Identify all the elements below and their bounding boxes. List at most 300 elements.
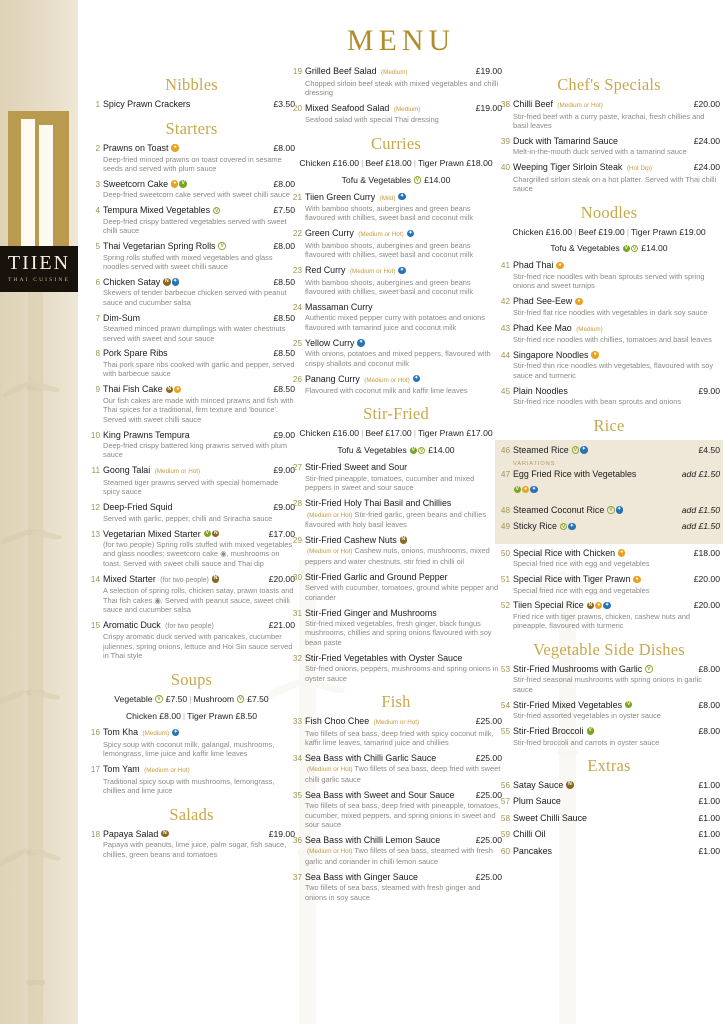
- item-price: £25.00: [475, 716, 502, 727]
- item-title-row: [103, 529, 295, 540]
- item-price: £25.00: [475, 789, 502, 800]
- section-heading: Fish: [381, 692, 411, 712]
- menu-item[interactable]: [498, 600, 720, 630]
- item-title-row: [513, 260, 720, 271]
- menu-section-starters: [88, 119, 295, 661]
- item-title-row: [103, 179, 295, 190]
- item-description: Chargrilled sirloin steak on a hot platter. Served with Thai chilli sauce: [513, 174, 717, 194]
- price-option-value: £14.00: [641, 243, 668, 254]
- item-number: 19: [292, 67, 302, 76]
- item-number: 43: [500, 323, 510, 333]
- item-name: Stir-Fried Vegetables with Oyster Sauce: [305, 652, 463, 663]
- badge-nuts-icon: N: [163, 830, 167, 837]
- badge-vegan-icon: V: [515, 485, 519, 492]
- menu-item[interactable]: [290, 653, 502, 683]
- item-badges-row: [513, 481, 720, 499]
- badge-shellfish-icon: ✦: [605, 601, 610, 608]
- item-price: £8.00: [273, 241, 295, 252]
- item-name: Mixed Starter (for two people) N: [103, 573, 218, 584]
- menu-page: [78, 0, 724, 1024]
- menu-item[interactable]: [88, 205, 295, 235]
- item-name: Fish Choo Chee (Medium or Hot): [305, 716, 420, 727]
- menu-item[interactable]: [290, 103, 502, 125]
- item-name: Steamed Coconut Rice V ✦: [513, 504, 622, 515]
- menu-item[interactable]: [498, 445, 720, 456]
- badge-chilli-icon: ●: [556, 262, 563, 269]
- badge-shellfish-icon: ✦: [569, 522, 575, 529]
- price-option-value: £16.00: [545, 226, 573, 237]
- section-price-line: [88, 693, 295, 706]
- menu-item[interactable]: [88, 430, 295, 460]
- menu-item[interactable]: [498, 386, 720, 407]
- price-separator: |: [626, 226, 629, 237]
- item-title-row: [305, 302, 502, 313]
- item-name: Plum Sauce: [513, 796, 561, 807]
- section-price-line: [290, 444, 502, 457]
- item-number: 23: [292, 266, 302, 276]
- item-description: Skewers of tender barbecue chicken served with peanut sauce and cucumber salsa: [103, 288, 287, 307]
- badge-vegetarian-icon: V: [573, 447, 578, 454]
- menu-item[interactable]: [88, 277, 295, 307]
- item-price: £20.00: [693, 600, 720, 611]
- item-price: add £1.50: [681, 504, 720, 515]
- item-name: Sweet Chilli Sauce: [513, 812, 587, 823]
- menu-item[interactable]: [498, 813, 720, 824]
- item-name: Pancakes: [513, 845, 552, 856]
- menu-item[interactable]: [88, 384, 295, 424]
- price-separator: |: [361, 428, 364, 439]
- menu-item[interactable]: [498, 136, 720, 157]
- menu-item[interactable]: [498, 726, 720, 747]
- price-option: [337, 445, 454, 455]
- item-title-row: [305, 872, 502, 883]
- price-separator: |: [574, 226, 577, 237]
- item-number: 32: [292, 653, 302, 663]
- item-number: 60: [500, 846, 510, 856]
- item-name: Grilled Beef Salad (Medium): [305, 66, 408, 76]
- menu-item[interactable]: [88, 829, 295, 859]
- price-option-label: Tofu & Vegetables: [337, 445, 407, 456]
- price-separator: |: [413, 157, 416, 168]
- item-price: £8.00: [698, 663, 720, 674]
- menu-item[interactable]: [88, 465, 295, 496]
- item-description: Authentic mixed pepper curry with potatoes and onions flavoured with tamarind juice and coconut milk: [305, 313, 485, 332]
- item-description: Deep-fried sweetcorn cake served with sweet chilli sauce: [103, 190, 290, 200]
- menu-item[interactable]: [88, 529, 295, 569]
- item-name: Yellow Curry ✦: [305, 337, 364, 348]
- item-description: (Medium or Hot) Two fillets of sea bass, deep fried with sweet chilli garlic sauce: [305, 764, 501, 784]
- menu-item[interactable]: [498, 796, 720, 807]
- price-option-label: Chicken: [512, 226, 544, 237]
- item-title-row: [513, 505, 720, 516]
- price-option-value: £16.00: [332, 157, 360, 168]
- item-title-row: [103, 277, 295, 288]
- badge-nuts-icon: N: [568, 781, 572, 788]
- item-price: £18.00: [693, 547, 720, 558]
- item-spice-level: (Hot Dip): [626, 165, 653, 173]
- price-option-label: Tofu & Vegetables: [550, 243, 620, 254]
- menu-item[interactable]: [498, 260, 720, 290]
- item-number: 46: [500, 445, 510, 455]
- item-title-row: [305, 835, 502, 846]
- section-heading: Rice: [593, 415, 625, 435]
- badge-chilli-icon: ●: [171, 144, 178, 151]
- menu-item[interactable]: [88, 241, 295, 271]
- item-title-row: [103, 502, 295, 513]
- item-name: Stir-Fried Sweet and Sour: [305, 462, 408, 473]
- menu-item[interactable]: [290, 535, 502, 566]
- item-number: 7: [95, 313, 100, 323]
- item-number: 24: [292, 302, 302, 312]
- price-option: [365, 158, 411, 168]
- menu-section-salads: [88, 805, 295, 859]
- item-spice-level: (Medium or Hot): [557, 102, 603, 109]
- badge-nuts-icon: N: [213, 575, 218, 582]
- price-option-label: Beef: [365, 428, 384, 439]
- price-option: [578, 227, 624, 237]
- menu-item[interactable]: [290, 790, 502, 830]
- section-heading: Curries: [371, 133, 421, 153]
- badge-vegetarian-icon: V: [215, 207, 219, 214]
- menu-item[interactable]: [498, 469, 720, 499]
- item-description: Deep-fried crispy battered king prawns served with plum sauce: [103, 441, 288, 460]
- price-option-value: £7.50: [165, 693, 188, 704]
- item-name: Mixed Seafood Salad (Medium): [305, 102, 421, 113]
- menu-item[interactable]: [88, 620, 295, 661]
- item-title-row: [305, 374, 502, 386]
- item-number: 3: [95, 179, 100, 189]
- item-number: 40: [500, 163, 510, 173]
- menu-item[interactable]: [290, 462, 502, 492]
- item-number: 26: [292, 374, 302, 384]
- menu-item[interactable]: [88, 313, 295, 343]
- item-number: 52: [500, 601, 510, 611]
- price-option-label: Tiger Prawn: [187, 710, 234, 721]
- price-option-label: Tofu & Vegetables: [341, 174, 411, 185]
- price-option: [299, 158, 359, 168]
- item-description: Our fish cakes are made with minced prawns and fish with Thai spices for a traditional, firm texture and 'bounce'. Served with sweet chilli sauce: [103, 395, 294, 424]
- item-title-row: [513, 829, 720, 840]
- item-price: £9.00: [273, 465, 295, 476]
- menu-item[interactable]: [498, 521, 720, 532]
- item-title-row: [513, 548, 720, 559]
- item-description: Stir-fried broccoli and carrots in oyster sauce: [513, 737, 660, 747]
- menu-section-fish: [290, 692, 502, 902]
- item-name: Dim-Sum: [103, 312, 140, 323]
- section-price-line: [88, 710, 295, 723]
- item-title-row: [305, 790, 502, 801]
- menu-item[interactable]: [88, 348, 295, 378]
- menu-item[interactable]: [88, 502, 295, 523]
- item-name: Sea Bass with Chilli Lemon Sauce: [305, 834, 441, 845]
- menu-item[interactable]: [290, 608, 502, 648]
- menu-item[interactable]: [290, 374, 502, 396]
- item-name: Stir-Fried Cashew Nuts N: [305, 534, 406, 545]
- left-decorative-band: [0, 0, 78, 1024]
- item-number: 2: [95, 144, 100, 153]
- menu-item[interactable]: [290, 716, 502, 747]
- menu-section-soups: [88, 670, 295, 796]
- menu-item[interactable]: [498, 548, 720, 569]
- item-name: Tom Yam (Medium or Hot): [103, 764, 190, 775]
- badge-shellfish-icon: ✦: [414, 375, 419, 382]
- item-price: £20.00: [693, 574, 720, 585]
- item-price: add £1.50: [681, 469, 720, 480]
- item-number: 15: [90, 620, 100, 630]
- item-price: £7.50: [273, 205, 295, 216]
- item-number: 31: [292, 608, 302, 618]
- price-option: [365, 428, 411, 438]
- price-option-value: £19.00: [679, 226, 706, 237]
- item-spice-level: (Medium or Hot): [154, 468, 201, 476]
- item-name: Thai Fish Cake N ●: [103, 384, 269, 395]
- badge-vegetarian-icon: V: [238, 696, 243, 703]
- price-option: [342, 175, 451, 185]
- price-option: [631, 227, 706, 237]
- badge-shellfish-icon: ✦: [173, 728, 178, 735]
- item-note: (for two people): [165, 622, 214, 630]
- menu-section-rice: [498, 416, 720, 631]
- item-number: 18: [90, 829, 100, 839]
- badge-vegetarian-icon: V: [561, 523, 566, 530]
- item-name: Tiien Green Curry (Mild) ✦: [305, 191, 405, 202]
- item-description: Traditional spicy soup with mushrooms, lemongrass, chillies and lime juice: [103, 776, 275, 796]
- item-title-row: [513, 469, 720, 480]
- item-title-row: [513, 726, 720, 737]
- item-description: With bamboo shoots, aubergines and green beans flavoured with chillies, sweet basil and coconut milk: [305, 240, 474, 260]
- item-title-row: [103, 764, 295, 776]
- price-option: [299, 428, 359, 438]
- section-price-line: [498, 242, 720, 255]
- section-heading: Vegetable Side Dishes: [533, 639, 685, 659]
- item-number: 59: [500, 830, 510, 840]
- item-number: 21: [292, 192, 302, 202]
- item-price: £8.00: [698, 699, 720, 710]
- badge-shellfish-icon: ✦: [617, 506, 622, 513]
- menu-item[interactable]: [498, 780, 720, 791]
- badge-shellfish-icon: ✦: [173, 278, 178, 285]
- item-name: Stir-Fried Garlic and Ground Pepper: [305, 571, 448, 582]
- item-name: Egg Fried Rice with Vegetables: [513, 469, 637, 480]
- section-heading: Soups: [170, 669, 213, 689]
- menu-section-nibbles: [88, 75, 295, 110]
- item-name: Aromatic Duck (for two people): [103, 619, 214, 630]
- item-price: £8.50: [273, 312, 295, 323]
- item-name: Singapore Noodles ●: [513, 350, 720, 361]
- badge-vegetarian-icon: V: [632, 245, 637, 252]
- menu-item[interactable]: [498, 574, 720, 595]
- item-price: £17.00: [268, 528, 295, 539]
- badge-shellfish-icon: ✦: [399, 266, 405, 273]
- item-description: Papaya with peanuts, lime juice, palm sugar, fish sauce, chillies, green beans and tomatoes: [103, 840, 287, 859]
- menu-item[interactable]: [290, 265, 502, 296]
- price-option-value: £8.50: [235, 710, 258, 721]
- item-price: add £1.50: [681, 521, 720, 532]
- brand-plate: [0, 246, 78, 292]
- item-spice-level: (Medium): [576, 325, 603, 333]
- section-heading: Chef's Specials: [557, 75, 661, 94]
- price-option-value: £8.00: [159, 710, 181, 721]
- page-title: MENU: [346, 24, 456, 57]
- item-number: 22: [292, 229, 302, 239]
- price-option-label: Vegetable: [114, 693, 153, 704]
- item-spice-level: (Medium): [381, 69, 408, 76]
- menu-item[interactable]: [498, 829, 720, 840]
- item-title-row: [513, 600, 720, 611]
- item-title-row: [513, 574, 720, 585]
- menu-section-noodles: [498, 203, 720, 407]
- menu-item[interactable]: [498, 162, 720, 193]
- menu-item[interactable]: [498, 296, 720, 317]
- menu-item[interactable]: [498, 846, 720, 857]
- item-name: Phad Kee Mao (Medium): [513, 322, 603, 333]
- price-option-value: £18.00: [466, 157, 493, 168]
- badge-nuts-icon: N: [165, 278, 169, 285]
- menu-item[interactable]: [88, 764, 295, 795]
- menu-item[interactable]: [498, 664, 720, 694]
- item-name: King Prawns Tempura: [103, 429, 190, 440]
- bamboo-watermark-left: [0, 290, 78, 1024]
- item-title-row: [305, 535, 502, 546]
- item-description: Thai pork spare ribs cooked with garlic and pepper, served with barbecue sauce: [103, 359, 295, 379]
- badge-chilli-icon: ●: [633, 576, 640, 583]
- item-title-row: [305, 716, 502, 728]
- section-heading: Starters: [165, 119, 218, 138]
- item-number: 38: [500, 100, 510, 109]
- item-spice-level: (Medium or Hot): [364, 376, 410, 384]
- menu-item[interactable]: [88, 727, 295, 758]
- item-number: 51: [500, 575, 510, 585]
- menu-item[interactable]: [290, 572, 502, 602]
- item-number: 13: [90, 529, 100, 539]
- item-description: Special fried rice with egg and vegetables: [513, 559, 650, 569]
- menu-item[interactable]: [88, 179, 295, 200]
- item-number: 17: [90, 765, 100, 775]
- item-price: £25.00: [475, 834, 502, 845]
- menu-item[interactable]: [88, 574, 295, 615]
- menu-item[interactable]: [290, 753, 502, 784]
- item-title-row: [305, 462, 502, 473]
- item-title-row: [103, 384, 295, 395]
- item-number: 37: [292, 872, 302, 882]
- item-name: Plain Noodles: [513, 385, 568, 396]
- badge-vegan-icon: V: [411, 446, 415, 453]
- price-option-label: Mushroom: [193, 693, 235, 704]
- menu-item[interactable]: [290, 498, 502, 529]
- item-title-row: [103, 465, 295, 477]
- item-price: £24.00: [693, 135, 720, 146]
- price-option: [418, 428, 493, 438]
- item-title-row: [513, 99, 720, 111]
- item-spice-level: (Medium or Hot): [373, 719, 420, 727]
- item-title-row: [103, 829, 295, 840]
- badge-shellfish-icon: ✦: [399, 192, 405, 199]
- menu-item[interactable]: [290, 192, 502, 223]
- price-option: [193, 694, 268, 704]
- item-description: A selection of spring rolls, chicken satay, prawn toasts and Thai fish cakes ◉. Served with peanut sauce, sweet chilli sauce and cucumber salsa: [103, 586, 294, 615]
- item-title-row: [305, 572, 502, 583]
- item-description: Steamed tiger prawns served with special homemade spicy sauce: [103, 477, 279, 497]
- item-spice-level: (Medium or Hot): [307, 511, 353, 519]
- menu-item[interactable]: [498, 350, 720, 380]
- item-name: Stir-Fried Mixed Vegetables V: [513, 699, 631, 710]
- menu-item[interactable]: [290, 872, 502, 902]
- item-spice-level: (Medium or Hot): [307, 548, 353, 556]
- item-name: Satay Sauce N: [513, 779, 572, 790]
- price-option-label: Chicken: [125, 710, 157, 721]
- price-option: [418, 158, 493, 168]
- item-number: 56: [500, 780, 510, 790]
- badge-vegetarian-icon: V: [609, 507, 613, 514]
- menu-item[interactable]: [88, 143, 295, 173]
- price-separator: |: [189, 693, 192, 704]
- item-description: Stir-fried beef with a curry paste, krachai, fresh chillies and basil leaves: [513, 111, 705, 130]
- item-name: Tom Kha (Medium) ✦: [103, 727, 178, 738]
- item-number: 10: [90, 430, 100, 440]
- item-name: Chilli Beef (Medium or Hot): [513, 99, 603, 109]
- item-price: £4.50: [698, 444, 720, 455]
- item-title-row: [513, 796, 720, 807]
- menu-section-salads-cont: [290, 66, 502, 125]
- item-price: £19.00: [268, 828, 295, 839]
- badge-vegan-icon: V: [626, 701, 631, 708]
- menu-item[interactable]: [498, 505, 720, 516]
- menu-item[interactable]: [88, 99, 295, 110]
- menu-item[interactable]: [498, 323, 720, 345]
- menu-item[interactable]: [498, 700, 720, 721]
- item-description: Stir-fried thin rice noodles with vegetables, flavoured with soy sauce and turmeric: [513, 361, 714, 380]
- item-description: (for two people) Spring rolls stuffed with mixed vegetables and glass noodles; sweetcorn cake ◉, mushrooms on toast. Served with sweet chilli sauce and Thai dip: [103, 540, 293, 568]
- badge-chilli-icon: ●: [575, 298, 582, 305]
- item-description: With onions, potatoes and mixed peppers, flavoured with crispy shallots and coconut milk: [305, 349, 491, 368]
- item-price: £19.00: [475, 102, 502, 113]
- price-option-label: Tiger Prawn: [630, 226, 677, 237]
- menu-item[interactable]: [290, 228, 502, 259]
- item-title-row: [103, 620, 295, 632]
- price-option-label: Tiger Prawn: [417, 157, 464, 168]
- price-option-value: £14.00: [424, 174, 451, 185]
- item-price: £25.00: [475, 752, 502, 763]
- menu-item[interactable]: [290, 302, 502, 332]
- badge-vegetarian-icon: V: [647, 666, 651, 673]
- item-price: £9.00: [273, 502, 295, 513]
- item-name: Phad See-Eew ●: [513, 296, 720, 307]
- item-description: Special fried rice with egg and vegetables: [513, 585, 650, 595]
- item-number: 35: [292, 790, 302, 800]
- item-description: Stir-fried pineapple, tomatoes, cucumber and mixed peppers in sweet and sour sauce: [305, 473, 475, 493]
- price-option-value: £16.00: [332, 428, 360, 439]
- item-price: £20.00: [268, 573, 295, 584]
- menu-item[interactable]: [290, 835, 502, 866]
- item-description: Stir-fried mixed vegetables, fresh ginger, black fungus mushrooms, chillies and spring onions flavoured with soy bean paste: [305, 619, 492, 647]
- item-title-row: [305, 653, 502, 664]
- item-price: £25.00: [475, 871, 502, 882]
- menu-item[interactable]: [290, 338, 502, 368]
- menu-section-veg-sides: [498, 640, 720, 747]
- menu-item[interactable]: [290, 66, 502, 97]
- price-option-label: Beef: [365, 157, 384, 168]
- badge-vegan-icon: V: [181, 180, 185, 187]
- item-name: Duck with Tamarind Sauce: [513, 135, 618, 146]
- section-heading: Salads: [169, 804, 214, 824]
- item-title-row: [513, 521, 720, 532]
- item-description: Stir-fried assorted vegetables in oyster sauce: [513, 711, 661, 721]
- item-title-row: [103, 241, 295, 252]
- item-price: £20.00: [693, 99, 720, 109]
- section-price-line: [290, 427, 502, 440]
- item-title-row: [513, 323, 720, 335]
- menu-item[interactable]: [498, 99, 720, 130]
